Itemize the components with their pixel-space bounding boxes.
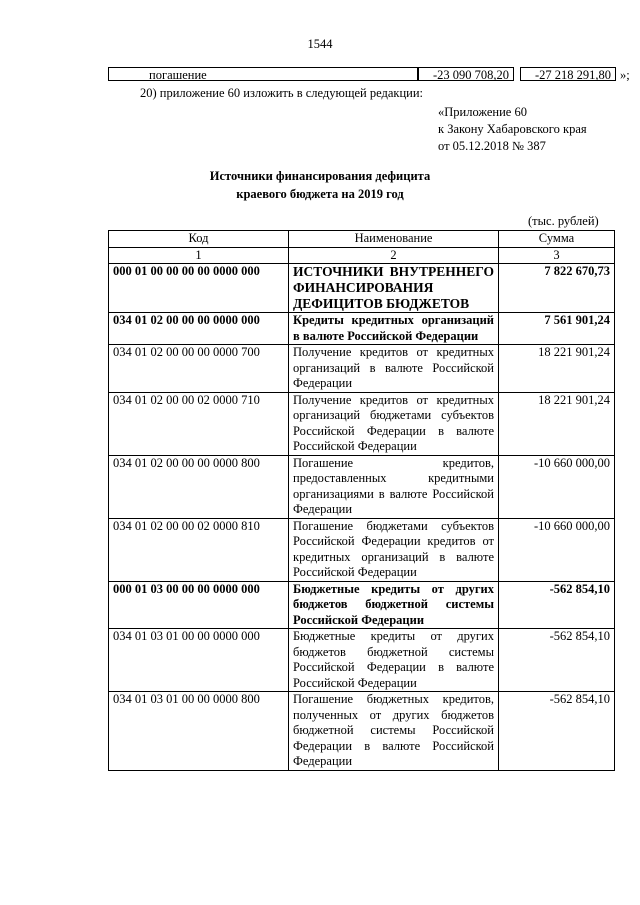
row-sum: 18 221 901,24 — [499, 392, 615, 455]
row-code: 034 01 03 01 00 00 0000 800 — [109, 692, 289, 771]
appendix-reference — [438, 104, 587, 155]
table-row — [109, 313, 615, 345]
column-number-1: 1 — [109, 247, 289, 264]
page-number: 1544 — [307, 37, 333, 51]
title-line-1: Источники финансирования дефицита — [209, 169, 431, 183]
appendix-line-3: от 05.12.2018 № 387 — [438, 139, 546, 153]
table-row — [109, 455, 615, 518]
row-code: 034 01 02 00 00 02 0000 710 — [109, 392, 289, 455]
row-code: 034 01 03 01 00 00 0000 000 — [109, 629, 289, 692]
row-code: 034 01 02 00 00 00 0000 700 — [109, 345, 289, 393]
row-sum: -562 854,10 — [499, 692, 615, 771]
prev-row-value-2: -27 218 291,80 — [520, 67, 616, 81]
table-header-row — [109, 231, 615, 248]
row-name: Погашение бюджетных кредитов, полученных от других бюджетов бюджетной системы Российской Федерации в валюте Российской Федерации — [289, 692, 499, 771]
title-line-2: краевого бюджета на 2019 год — [236, 187, 404, 201]
appendix-line-1: «Приложение 60 — [438, 105, 527, 119]
row-sum: 18 221 901,24 — [499, 345, 615, 393]
appendix-line-2: к Закону Хабаровского края — [438, 122, 587, 136]
row-sum: -10 660 000,00 — [499, 455, 615, 518]
row-sum: -10 660 000,00 — [499, 518, 615, 581]
row-name: Погашение кредитов, предоставленных кредитными организациями в валюте Российской Федерации — [289, 455, 499, 518]
amendment-instruction: 20) приложение 60 изложить в следующей редакции: — [140, 86, 423, 100]
header-code: Код — [109, 231, 289, 248]
row-code: 034 01 02 00 00 02 0000 810 — [109, 518, 289, 581]
table-row — [109, 345, 615, 393]
row-name: Кредиты кредитных организаций в валюте Российской Федерации — [289, 313, 499, 345]
table-column-numbers-row — [109, 247, 615, 264]
row-name: Получение кредитов от кредитных организаций в валюте Российской Федерации — [289, 345, 499, 393]
table-row — [109, 264, 615, 313]
row-name: Погашение бюджетами субъектов Российской Федерации кредитов от кредитных организаций в валюте Российской Федерации — [289, 518, 499, 581]
row-sum: 7 561 901,24 — [499, 313, 615, 345]
table-row — [109, 518, 615, 581]
row-code: 000 01 03 00 00 00 0000 000 — [109, 581, 289, 629]
financing-sources-table — [108, 230, 615, 771]
row-name: Получение кредитов от кредитных организаций бюджетами субъектов Российской Федерации в валюте Российской Федерации — [289, 392, 499, 455]
row-sum: -562 854,10 — [499, 629, 615, 692]
prev-row-value-1: -23 090 708,20 — [418, 67, 514, 81]
document-title — [0, 167, 640, 203]
row-name: Бюджетные кредиты от других бюджетов бюджетной системы Российской Федерации в валюте Российской Федерации — [289, 629, 499, 692]
closing-quote: »; — [620, 68, 630, 82]
row-sum: 7 822 670,73 — [499, 264, 615, 313]
row-name: Бюджетные кредиты от других бюджетов бюджетной системы Российской Федерации — [289, 581, 499, 629]
row-code: 000 01 00 00 00 00 0000 000 — [109, 264, 289, 313]
row-sum: -562 854,10 — [499, 581, 615, 629]
header-name: Наименование — [289, 231, 499, 248]
row-code: 034 01 02 00 00 00 0000 800 — [109, 455, 289, 518]
table-row — [109, 629, 615, 692]
row-name: ИСТОЧНИКИ ВНУТРЕННЕГО ФИНАНСИРОВАНИЯ ДЕФИЦИТОВ БЮДЖЕТОВ — [289, 264, 499, 313]
units-label: (тыс. рублей) — [528, 214, 599, 228]
row-code: 034 01 02 00 00 00 0000 000 — [109, 313, 289, 345]
table-row — [109, 392, 615, 455]
column-number-2: 2 — [289, 247, 499, 264]
table-row — [109, 692, 615, 771]
column-number-3: 3 — [499, 247, 615, 264]
prev-row-label: погашение — [108, 67, 418, 81]
header-sum: Сумма — [499, 231, 615, 248]
table-row — [109, 581, 615, 629]
